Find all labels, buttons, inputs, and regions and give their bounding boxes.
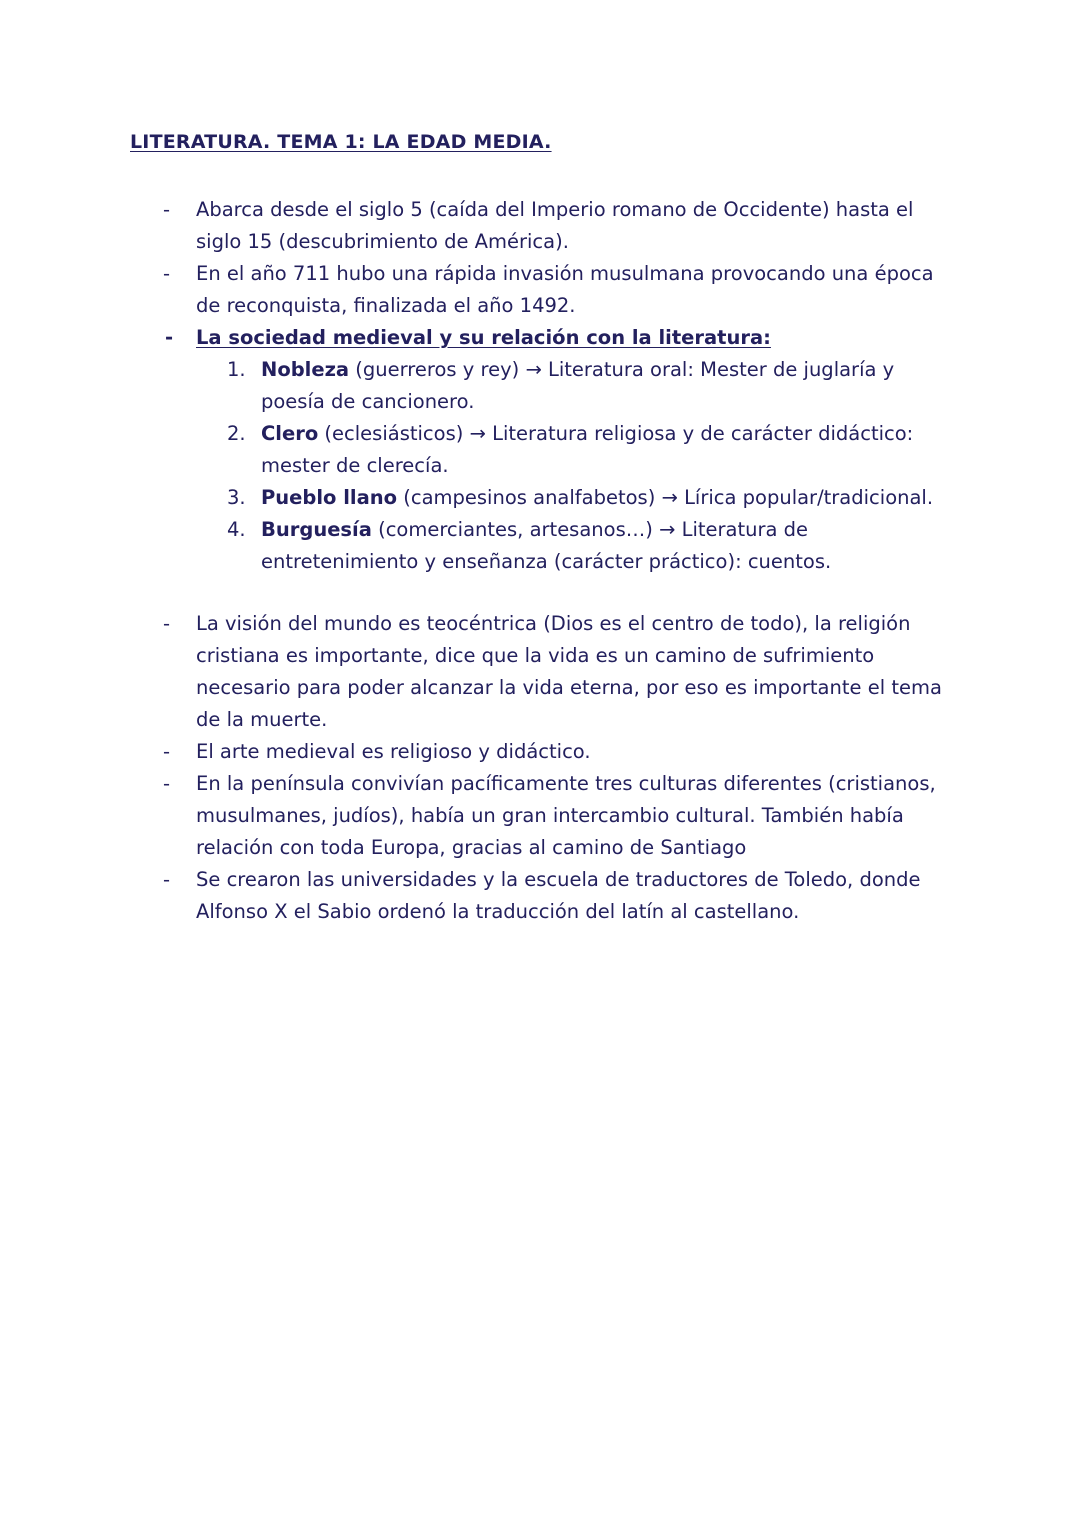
list-item-text: Abarca desde el siglo 5 (caída del Imperio romano de Occidente) hasta el siglo 15 (descubrimiento de América).	[196, 198, 914, 253]
item-number: 3.	[227, 486, 246, 509]
item-keyword: Pueblo llano	[261, 486, 398, 509]
numbered-item	[0, 418, 951, 482]
item-keyword: Nobleza	[261, 358, 350, 381]
section-heading: La sociedad medieval y su relación con la literatura:	[196, 326, 771, 349]
item-text: (guerreros y rey) → Literatura oral: Mester de juglaría y poesía de cancionero.	[261, 358, 895, 413]
bullet-dash: -	[163, 740, 171, 763]
item-text: (comerciantes, artesanos…) → Literatura de entretenimiento y enseñanza (carácter práctico): cuentos.	[261, 518, 832, 573]
list-item-text: En la península convivían pacíficamente tres culturas diferentes (cristianos, musulmanes, judíos), había un gran intercambio cultural. También había relación con toda Europa, gracias al camino de Santiago	[196, 772, 936, 859]
list-item-text: En el año 711 hubo una rápida invasión musulmana provocando una época de reconquista, finalizada el año 1492.	[196, 262, 934, 317]
numbered-item	[0, 514, 951, 578]
item-keyword: Clero	[261, 422, 319, 445]
page-title: LITERATURA. TEMA 1: LA EDAD MEDIA.	[130, 131, 552, 153]
list-item-text: El arte medieval es religioso y didáctico.	[196, 740, 591, 763]
bullet-dash: -	[163, 868, 171, 891]
numbered-list-society	[0, 354, 1080, 578]
numbered-item	[0, 482, 951, 514]
list-item	[0, 768, 956, 864]
list-item-society-heading	[0, 322, 956, 354]
numbered-item	[0, 354, 951, 418]
bullet-dash: -	[163, 612, 171, 635]
bullet-list-intro	[0, 194, 1080, 578]
list-item-text: Se crearon las universidades y la escuela de traductores de Toledo, donde Alfonso X el Sabio ordenó la traducción del latín al castellano.	[196, 868, 921, 923]
bullet-dash: -	[163, 772, 171, 795]
item-number: 1.	[227, 358, 246, 381]
item-number: 2.	[227, 422, 246, 445]
list-item	[0, 864, 956, 928]
list-item	[0, 258, 956, 322]
list-item	[0, 194, 956, 258]
item-text: (eclesiásticos) → Literatura religiosa y de carácter didáctico: mester de clerecía.	[261, 422, 914, 477]
bullet-dash: -	[163, 262, 171, 285]
bullet-list-later	[0, 608, 1080, 928]
item-text: (campesinos analfabetos) → Lírica popular/tradicional.	[397, 486, 934, 509]
list-item	[0, 608, 956, 736]
bullet-dash: -	[163, 198, 171, 221]
item-number: 4.	[227, 518, 246, 541]
list-item-text: La visión del mundo es teocéntrica (Dios es el centro de todo), la religión cristiana es importante, dice que la vida es un camino de sufrimiento necesario para poder alcanzar la vida eterna, por eso es importante el tema de la muerte.	[196, 612, 942, 731]
list-item	[0, 736, 956, 768]
item-keyword: Burguesía	[261, 518, 372, 541]
bullet-dash: -	[165, 326, 174, 349]
